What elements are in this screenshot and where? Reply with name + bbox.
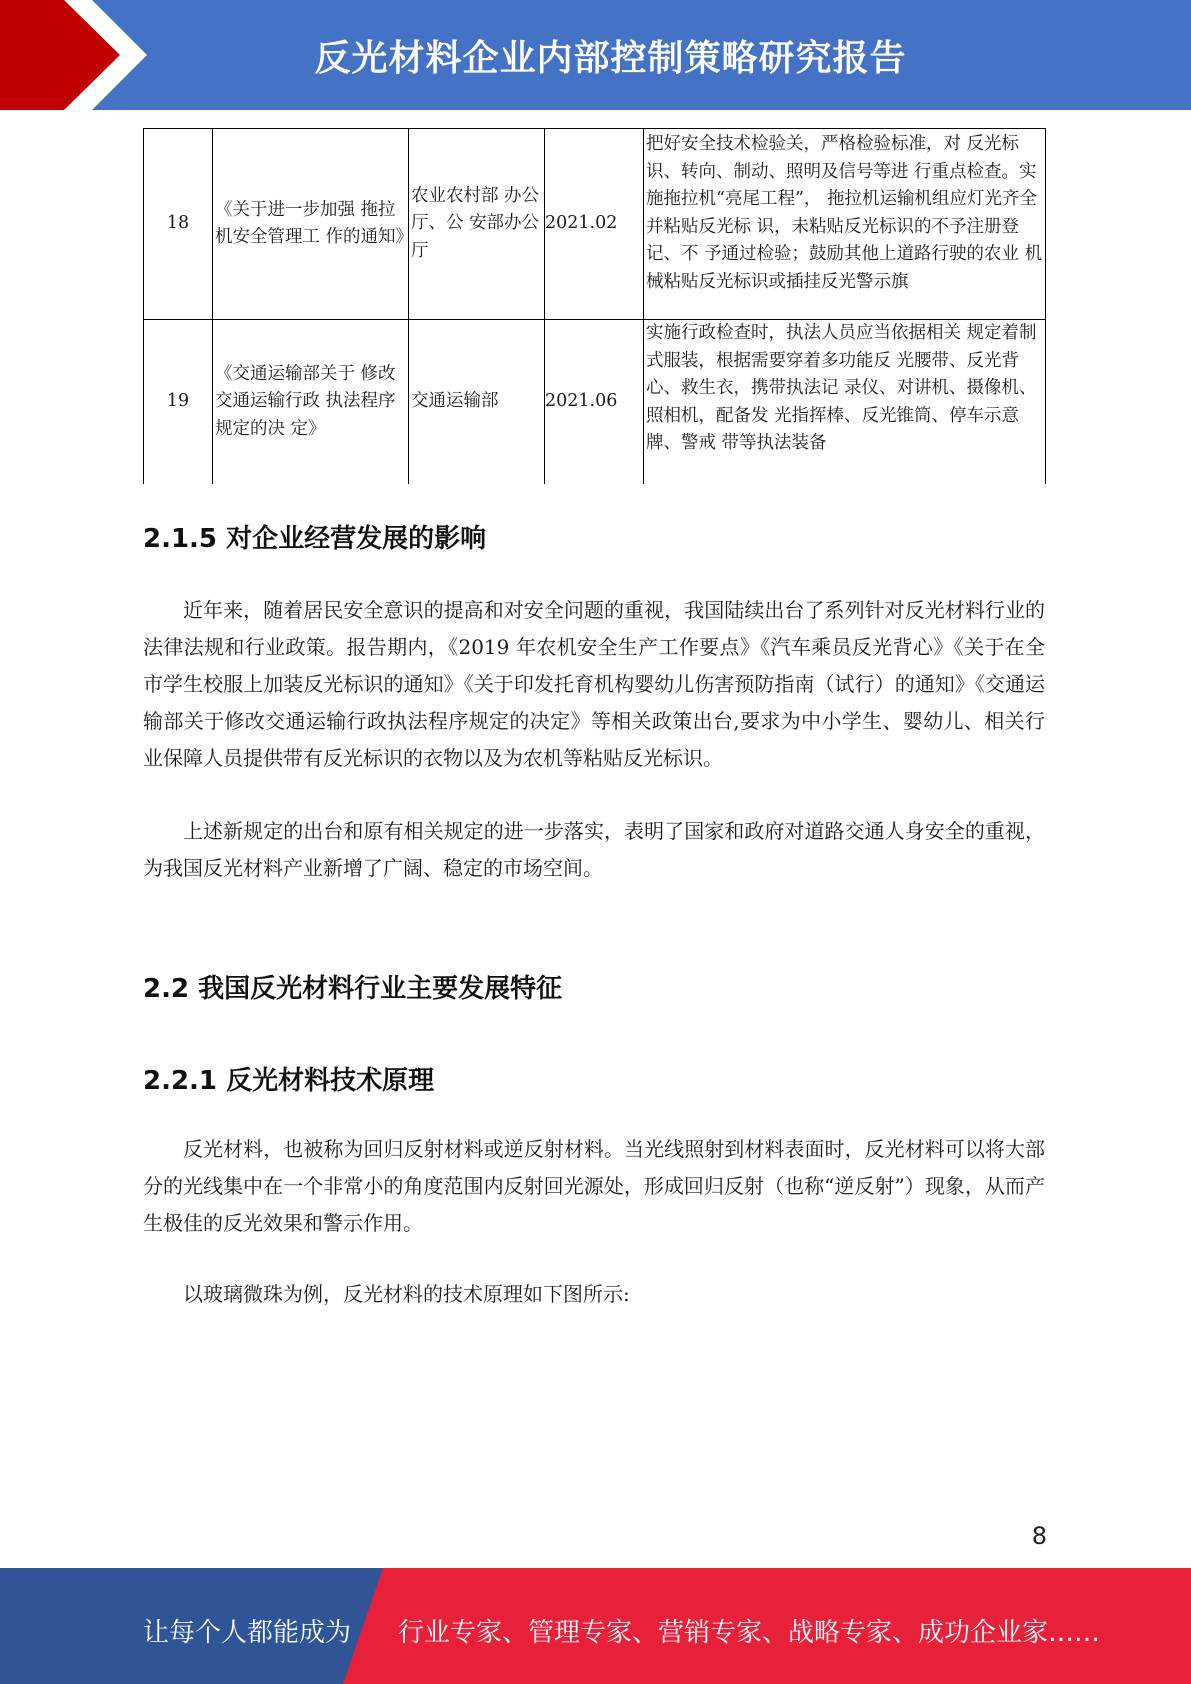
footer-slogan-right: 行业专家、管理专家、营销专家、战略专家、成功企业家…… [398, 1618, 1101, 1648]
paragraph: 近年来，随着居民安全意识的提高和对安全问题的重视，我国陆续出台了系列针对反光材料行业的法律法规和行业政策。报告期内，《2019 年农机安全生产工作要点》《汽车乘员反光背心》《关于在全市学生校服上加装反光标识的通知》《关于印发托育机构婴幼儿伤害预防指南（试行）的通知》《交通运输部关于修改交通运输行政执法程序规定的决定》等相关政策出台,要求为中小学生、婴幼儿、相关行业保障人员提供带有反光标识的衣物以及为农机等粘贴反光标识。 [143, 598, 1045, 770]
policy-issuer: 交通运输部 [409, 320, 545, 485]
policy-content: 实施行政检查时，执法人员应当依据相关 规定着制式服装，根据需要穿着多功能反 光腰带、反光背心、救生衣，携带执法记 录仪、对讲机、摄像机、照相机，配备发 光指挥棒、反光锥筒、停车示意牌、警戒 带等执法装备 [644, 320, 1046, 485]
section-heading-2-2-1: 2.2.1 反光材料技术原理 [143, 1066, 435, 1096]
page-number: 8 [1031, 1522, 1047, 1550]
report-title: 反光材料企业内部控制策略研究报告 [314, 38, 907, 79]
paragraph: 反光材料，也被称为回归反射材料或逆反射材料。当光线照射到材料表面时，反光材料可以将大部分的光线集中在一个非常小的角度范围内反射回光源处，形成回归反射（也称“逆反射”）现象，从而产生极佳的反光效果和警示作用。 [143, 1137, 1045, 1235]
row-number: 18 [144, 129, 213, 320]
paragraph: 以玻璃微珠为例，反光材料的技术原理如下图所示: [183, 1282, 630, 1306]
section-heading-2-2: 2.2 我国反光材料行业主要发展特征 [143, 974, 563, 1004]
policy-date: 2021.02 [545, 129, 644, 320]
policy-issuer: 农业农村部 办公厅、公 安部办公厅 [409, 129, 545, 320]
table-row [144, 320, 1046, 485]
paragraph: 上述新规定的出台和原有相关规定的进一步落实，表明了国家和政府对道路交通人身安全的重视，为我国反光材料产业新增了广阔、稳定的市场空间。 [143, 819, 1045, 880]
page-footer [0, 1568, 1191, 1684]
footer-slogan-left: 让每个人都能成为 [143, 1618, 352, 1648]
policy-date: 2021.06 [545, 320, 644, 485]
policy-table [143, 128, 1046, 484]
policy-content: 把好安全技术检验关，严格检验标准，对 反光标识、转向、制动、照明及信号等进 行重点检查。实施拖拉机“亮尾工程”， 拖拉机运输机组应灯光齐全并粘贴反光标 识，未粘贴反光标识的不予注册登记、不 予通过检验；鼓励其他上道路行驶的农业 机械粘贴反光标识或插挂反光警示旗 [644, 129, 1046, 320]
table-row [144, 129, 1046, 320]
policy-name: 《交通运输部关于 修改交通运输行政 执法程序规定的决 定》 [213, 320, 409, 485]
row-number: 19 [144, 320, 213, 485]
section-heading-2-1-5: 2.1.5 对企业经营发展的影响 [143, 524, 487, 554]
policy-name: 《关于进一步加强 拖拉机安全管理工 作的通知》 [213, 129, 409, 320]
page-header [0, 0, 1191, 110]
